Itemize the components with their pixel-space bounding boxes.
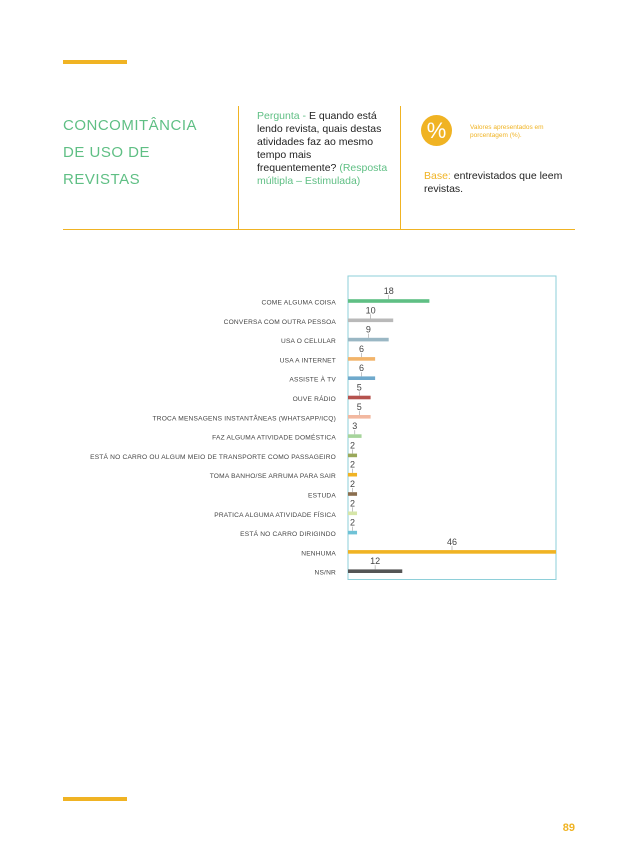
base-text: entrevistados que leem revistas. — [424, 170, 563, 195]
bar-chart — [0, 270, 638, 590]
category-label: ASSISTE À TV — [289, 376, 336, 384]
section-title — [63, 112, 238, 193]
bottom-accent-bar — [63, 797, 127, 801]
data-label: 3 — [352, 421, 358, 432]
category-label: FAZ ALGUMA ATIVIDADE DOMÉSTICA — [212, 434, 336, 442]
bar — [348, 492, 357, 496]
percent-icon: % — [421, 115, 452, 146]
category-label: ESTÁ NO CARRO DIRIGINDO — [240, 531, 336, 539]
category-label: ESTÁ NO CARRO OU ALGUM MEIO DE TRANSPORTE COMO PASSAGEIRO — [90, 453, 336, 461]
bar — [348, 569, 402, 573]
question-note: (Resposta múltipla – Estimulada) — [257, 162, 388, 187]
question-text: E quando está lendo revista, quais destas atividades faz ao mesmo tempo mais frequentemente? — [257, 110, 382, 174]
bar — [348, 512, 357, 516]
page-number: 89 — [562, 822, 575, 834]
section-title-line-1: CONCOMITÂNCIA — [63, 117, 197, 134]
top-accent-bar — [63, 60, 127, 64]
bar — [348, 396, 371, 400]
data-label: 5 — [356, 382, 362, 393]
category-label: CONVERSA COM OUTRA PESSOA — [223, 318, 336, 326]
data-label: 6 — [359, 363, 365, 374]
category-label: COME ALGUMA COISA — [261, 299, 336, 307]
section-title-line-3: REVISTAS — [63, 171, 141, 188]
data-label: 9 — [365, 324, 371, 335]
bar — [348, 454, 357, 458]
bar — [348, 299, 429, 303]
base-label: Base: — [424, 170, 451, 182]
bar — [348, 415, 371, 419]
category-label: NENHUMA — [301, 550, 336, 558]
category-label: OUVE RÁDIO — [292, 396, 336, 403]
data-label: 2 — [350, 517, 356, 528]
data-label: 6 — [359, 343, 365, 354]
header-bottom-rule — [63, 229, 575, 230]
data-label: 12 — [370, 556, 381, 567]
data-label: 2 — [350, 479, 356, 489]
section-title-line-2: DE USO DE — [63, 144, 151, 161]
data-label: 46 — [446, 536, 458, 547]
category-label: TROCA MENSAGENS INSTANTÂNEAS (WHATSAPP/ICQ) — [152, 415, 336, 423]
data-label: 5 — [356, 401, 362, 412]
data-label: 2 — [350, 459, 356, 470]
bar — [348, 319, 393, 323]
category-label: ESTUDA — [308, 492, 336, 500]
data-label: 10 — [365, 305, 376, 316]
category-label: USA A INTERNET — [279, 357, 336, 365]
bar — [348, 531, 357, 535]
header-divider-2 — [400, 106, 401, 230]
header-divider-1 — [238, 106, 239, 230]
category-label: TOMA BANHO/SE ARRUMA PARA SAIR — [209, 473, 336, 481]
category-label: USA O CELULAR — [280, 338, 336, 346]
data-label: 2 — [350, 440, 356, 451]
bar — [348, 550, 556, 554]
percent-note: Valores apresentados em porcentagem (%). — [470, 124, 544, 139]
data-label: 2 — [350, 498, 356, 509]
question-label: Pergunta - — [257, 110, 307, 122]
category-label: PRATICA ALGUMA ATIVIDADE FÍSICA — [214, 511, 336, 519]
bar — [348, 376, 375, 380]
category-label: NS/NR — [314, 569, 336, 577]
data-label: 18 — [383, 286, 394, 296]
bar — [348, 338, 389, 342]
bar — [348, 434, 362, 438]
question-block — [257, 110, 392, 188]
base-block — [424, 170, 564, 196]
bar — [348, 473, 357, 477]
bar — [348, 357, 375, 361]
